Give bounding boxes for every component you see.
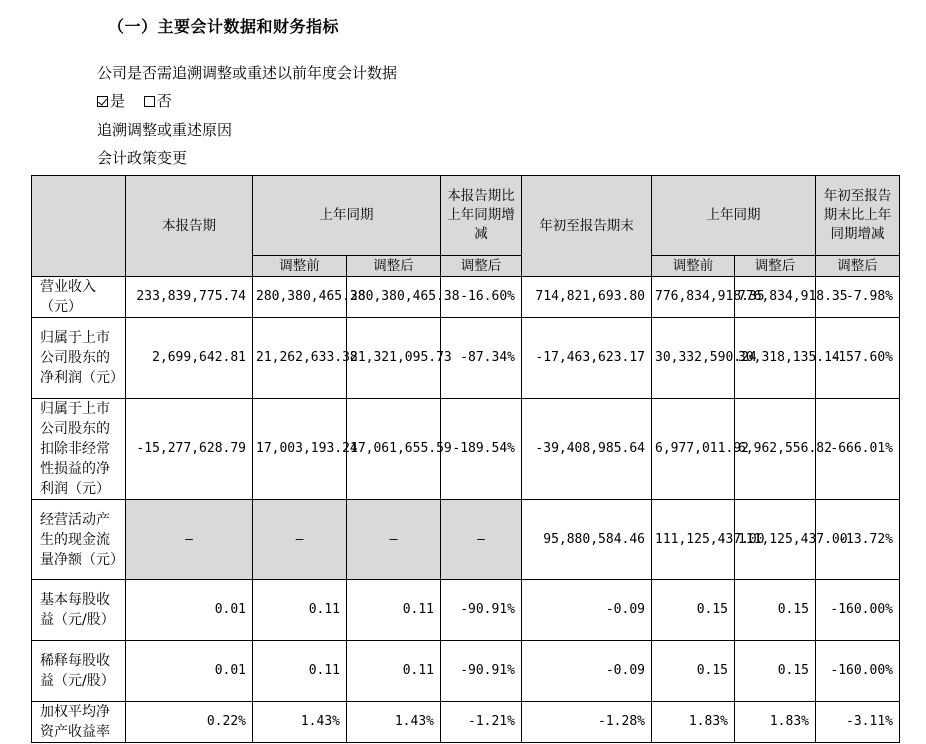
cell-prior-ytd-before: 776,834,918.35 (652, 277, 735, 318)
cell-change-ytd: -157.60% (816, 318, 900, 399)
cell-current: — (126, 500, 253, 580)
option-yes-label: 是 (110, 92, 126, 110)
cell-prior-ytd-after: 30,318,135.14 (735, 318, 816, 399)
checkbox-yes-checked-icon[interactable] (97, 96, 108, 107)
cell-prior-before: 1.43% (253, 702, 347, 743)
cell-change: -16.60% (441, 277, 522, 318)
table-row (32, 277, 900, 318)
cell-current: -15,277,628.79 (126, 399, 253, 500)
cell-prior-before: 0.11 (253, 641, 347, 702)
table-row (32, 580, 900, 641)
header-item-blank (32, 176, 126, 277)
header-prior-ytd: 上年同期 (652, 176, 816, 256)
cell-prior-after: 280,380,465.38 (347, 277, 441, 318)
cell-ytd: -39,408,985.64 (522, 399, 652, 500)
cell-prior-ytd-after: 1.83% (735, 702, 816, 743)
reason-value: 会计政策变更 (97, 149, 188, 167)
cell-change: -1.21% (441, 702, 522, 743)
header-after-ytd: 调整后 (735, 256, 816, 277)
cell-ytd: -0.09 (522, 580, 652, 641)
cell-change: — (441, 500, 522, 580)
cell-prior-ytd-before: 111,125,437.00 (652, 500, 735, 580)
cell-prior-after: 1.43% (347, 702, 441, 743)
cell-ytd: 95,880,584.46 (522, 500, 652, 580)
section-title: （一）主要会计数据和财务指标 (108, 17, 340, 36)
cell-current: 233,839,775.74 (126, 277, 253, 318)
header-change-period: 本报告期比上年同期增减 (441, 176, 522, 256)
cell-prior-ytd-after: 111,125,437.00 (735, 500, 816, 580)
row-label: 稀释每股收益（元/股） (32, 641, 126, 702)
cell-change: -90.91% (441, 641, 522, 702)
table-row (32, 702, 900, 743)
cell-ytd: -0.09 (522, 641, 652, 702)
cell-change-ytd: -666.01% (816, 399, 900, 500)
cell-prior-before: — (253, 500, 347, 580)
cell-prior-ytd-before: 0.15 (652, 580, 735, 641)
header-prior-period: 上年同期 (253, 176, 441, 256)
option-no-label: 否 (156, 92, 172, 110)
cell-current: 0.22% (126, 702, 253, 743)
cell-prior-ytd-after: 0.15 (735, 580, 816, 641)
cell-prior-before: 0.11 (253, 580, 347, 641)
reason-label: 追溯调整或重述原因 (97, 121, 233, 139)
cell-change-ytd: -160.00% (816, 580, 900, 641)
restatement-options (97, 90, 172, 111)
header-before: 调整前 (253, 256, 347, 277)
cell-prior-before: 21,262,633.38 (253, 318, 347, 399)
cell-change-ytd: -7.98% (816, 277, 900, 318)
cell-change-ytd: -3.11% (816, 702, 900, 743)
cell-ytd: 714,821,693.80 (522, 277, 652, 318)
cell-prior-ytd-before: 6,977,011.92 (652, 399, 735, 500)
cell-change: -90.91% (441, 580, 522, 641)
header-after-change: 调整后 (441, 256, 522, 277)
cell-prior-ytd-before: 0.15 (652, 641, 735, 702)
cell-prior-ytd-before: 1.83% (652, 702, 735, 743)
cell-prior-before: 280,380,465.38 (253, 277, 347, 318)
cell-prior-after: — (347, 500, 441, 580)
header-current-period: 本报告期 (126, 176, 253, 277)
header-after-change-ytd: 调整后 (816, 256, 900, 277)
header-before-ytd: 调整前 (652, 256, 735, 277)
row-label: 营业收入（元） (32, 277, 126, 318)
row-label: 归属于上市公司股东的扣除非经常性损益的净利润（元） (32, 399, 126, 500)
cell-change-ytd: -13.72% (816, 500, 900, 580)
row-label: 归属于上市公司股东的净利润（元） (32, 318, 126, 399)
table-row (32, 318, 900, 399)
row-label: 加权平均净资产收益率 (32, 702, 126, 743)
cell-prior-after: 21,321,095.73 (347, 318, 441, 399)
financial-data-table (31, 175, 900, 743)
cell-prior-ytd-after: 776,834,918.35 (735, 277, 816, 318)
header-change-ytd: 年初至报告期末比上年同期增减 (816, 176, 900, 256)
cell-ytd: -1.28% (522, 702, 652, 743)
cell-prior-ytd-after: 0.15 (735, 641, 816, 702)
checkbox-no-icon[interactable] (144, 96, 155, 107)
header-after: 调整后 (347, 256, 441, 277)
cell-current: 2,699,642.81 (126, 318, 253, 399)
cell-prior-ytd-after: 6,962,556.82 (735, 399, 816, 500)
cell-change: -189.54% (441, 399, 522, 500)
cell-prior-after: 17,061,655.59 (347, 399, 441, 500)
restatement-question: 公司是否需追溯调整或重述以前年度会计数据 (97, 64, 398, 82)
cell-prior-before: 17,003,193.24 (253, 399, 347, 500)
cell-current: 0.01 (126, 580, 253, 641)
row-label: 基本每股收益（元/股） (32, 580, 126, 641)
cell-ytd: -17,463,623.17 (522, 318, 652, 399)
cell-change-ytd: -160.00% (816, 641, 900, 702)
cell-current: 0.01 (126, 641, 253, 702)
cell-change: -87.34% (441, 318, 522, 399)
cell-prior-after: 0.11 (347, 641, 441, 702)
table-row (32, 399, 900, 500)
header-ytd: 年初至报告期末 (522, 176, 652, 277)
cell-prior-ytd-before: 30,332,590.24 (652, 318, 735, 399)
cell-prior-after: 0.11 (347, 580, 441, 641)
row-label: 经营活动产生的现金流量净额（元） (32, 500, 126, 580)
table-row (32, 500, 900, 580)
table-row (32, 641, 900, 702)
